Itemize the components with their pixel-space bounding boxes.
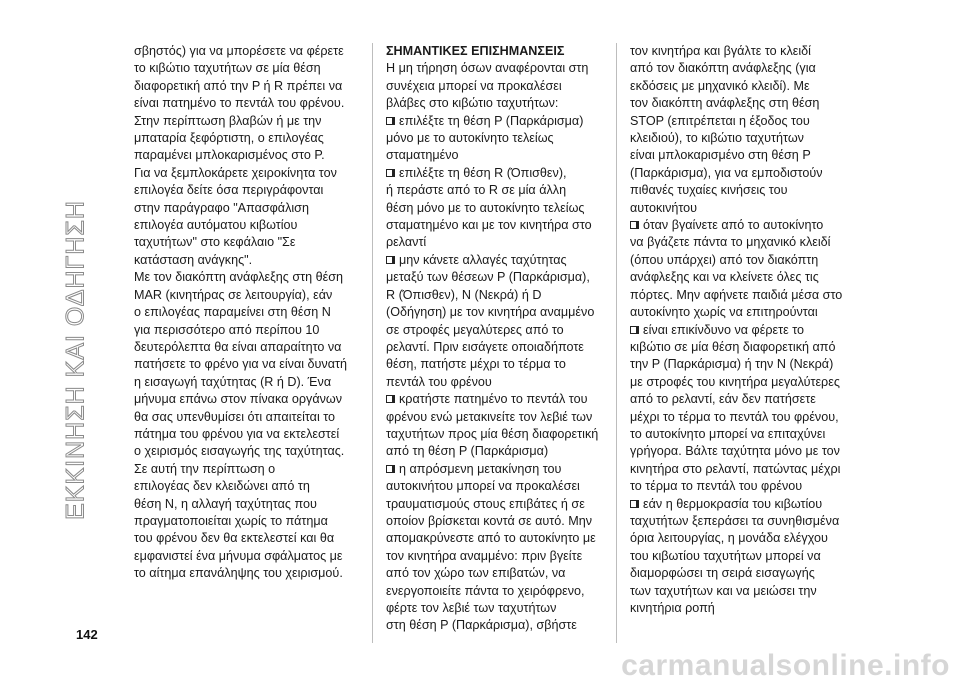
text-line: [386, 95, 616, 112]
text-line: [134, 113, 364, 130]
line-text: κλειδιού), το κιβώτιο ταχυτήτων: [630, 131, 804, 146]
line-text: Σε αυτή την περίπτωση ο: [134, 461, 276, 476]
text-line: [134, 269, 364, 286]
text-line: [630, 200, 860, 217]
line-text: θέση μόνο με το αυτοκίνητο τελείως: [386, 200, 585, 215]
line-text: κινητήρα στο ρελαντί, πατώντας μέχρι: [630, 461, 841, 476]
text-line: [386, 269, 616, 286]
text-line: [630, 182, 860, 199]
text-line: [386, 339, 616, 356]
text-column-2: [386, 43, 616, 635]
text-line: [630, 252, 860, 269]
text-line: [134, 426, 364, 443]
section-heading: [386, 43, 616, 60]
text-line: [630, 565, 860, 582]
line-text: την P (Παρκάρισμα) ή την N (Νεκρά): [630, 357, 834, 372]
side-title: ΕΚΚΙΝΗΣΗ ΚΑΙ ΟΔΗΓΗΣΗ: [61, 200, 90, 520]
line-text: πόρτες. Μην αφήνετε παιδιά μέσα στο: [630, 287, 843, 302]
text-line: [386, 409, 616, 426]
text-line: [630, 356, 860, 373]
line-text: αυτοκινήτου: [630, 200, 698, 215]
text-line: [630, 113, 860, 130]
text-line: [386, 565, 616, 582]
line-text: (όπου υπάρχει) από τον διακόπτη: [630, 252, 819, 267]
text-line: [134, 60, 364, 77]
line-text: ΣΗΜΑΝΤΙΚΕΣ ΕΠΙΣΗΜΑΝΣΕΙΣ: [386, 44, 565, 58]
line-text: στη θέση P (Παρκάρισμα), σβήστε: [386, 618, 577, 633]
text-line: [134, 43, 364, 60]
line-text: σβηστός) για να μπορέσετε να φέρετε: [134, 44, 344, 58]
line-text: φέρτε τον λεβιέ των ταχυτήτων: [386, 601, 557, 615]
page-number: 142: [76, 627, 98, 642]
text-line: [630, 530, 860, 547]
text-line: [630, 583, 860, 600]
line-text: το κιβώτιο ταχυτήτων σε μία θέση: [134, 61, 321, 76]
text-line: [134, 339, 364, 356]
bullet-line: [386, 252, 616, 269]
text-line: [386, 304, 616, 321]
text-line: [630, 287, 860, 304]
line-text: στην παράγραφο "Απασφάλιση: [134, 200, 309, 215]
text-line: [630, 443, 860, 460]
line-text: ο επιλογέας παραμείνει στη θέση N: [134, 305, 331, 320]
line-text: τον κινητήρα και βγάλτε το κλειδί: [630, 44, 811, 58]
line-text: διαφορετική από την P ή R πρέπει να: [134, 78, 343, 93]
line-text: Με τον διακόπτη ανάφλεξης στη θέση: [134, 270, 343, 285]
text-column-1: [134, 43, 364, 583]
line-text: θα σας υπενθυμίσει ότι απαιτείται το: [134, 409, 336, 424]
line-text: σταματημένο: [386, 148, 459, 163]
line-text: κινητήρια ροπή: [630, 601, 715, 615]
text-line: [630, 234, 860, 251]
line-text: μέχρι το τέρμα το πεντάλ του φρένου,: [630, 409, 839, 424]
bullet-line: [630, 322, 860, 339]
line-text: οποίον βρίσκεται κοντά σε αυτό. Μην: [386, 513, 593, 528]
square-bullet-icon: [386, 169, 395, 177]
line-text: ανάφλεξης και να κλείνετε όλες τις: [630, 270, 819, 285]
square-bullet-icon: [630, 500, 639, 508]
text-line: [134, 565, 364, 582]
text-line: [630, 513, 860, 530]
text-line: [134, 287, 364, 304]
line-text: ταχυτήτων προς μία θέση διαφορετική: [386, 426, 599, 441]
line-text: από τον διακόπτη ανάφλεξης (για: [630, 61, 816, 76]
line-text: για περισσότερο από περίπου 10: [134, 322, 320, 337]
line-text: κρατήστε πατημένο το πεντάλ του: [399, 392, 588, 407]
text-line: [386, 182, 616, 199]
line-text: γρήγορα. Βάλτε ταχύτητα μόνο με τον: [630, 444, 840, 459]
text-line: [386, 147, 616, 164]
text-line: [630, 304, 860, 321]
line-text: (Οδήγηση) με τον κινητήρα αναμμένο: [386, 305, 595, 320]
text-line: [630, 374, 860, 391]
line-text: μήνυμα επάνω στον πίνακα οργάνων: [134, 392, 343, 407]
line-text: ρελαντί. Πριν εισάγετε οποιαδήποτε: [386, 339, 584, 354]
text-line: [386, 443, 616, 460]
text-line: [134, 356, 364, 373]
line-text: πιθανές τυχαίες κινήσεις του: [630, 183, 788, 198]
bullet-line: [386, 113, 616, 130]
line-text: μόνο με το αυτοκίνητο τελείως: [386, 131, 554, 146]
line-text: του κιβωτίου ταχυτήτων μπορεί να: [630, 548, 821, 563]
text-line: [386, 217, 616, 234]
line-text: επιλέξτε τη θέση R (Όπισθεν),: [399, 165, 567, 180]
line-text: το αυτοκίνητο μπορεί να επιταχύνει: [630, 426, 826, 441]
line-text: ή περάστε από το R σε μία άλλη: [386, 183, 567, 198]
line-text: πάτημα του φρένου για να εκτελεστεί: [134, 426, 340, 441]
line-text: κατάσταση ανάγκης".: [134, 252, 253, 267]
text-line: [134, 322, 364, 339]
line-text: παραμένει μπλοκαρισμένος στο P.: [134, 148, 325, 163]
text-line: [386, 426, 616, 443]
line-text: MAR (κινητήρας σε λειτουργία), εάν: [134, 287, 333, 302]
text-line: [630, 409, 860, 426]
line-text: να βγάζετε πάντα το μηχανικό κλειδί: [630, 235, 831, 250]
square-bullet-icon: [386, 256, 395, 264]
text-line: [630, 600, 860, 617]
text-line: [386, 60, 616, 77]
text-line: [386, 356, 616, 373]
text-line: [134, 513, 364, 530]
line-text: αυτοκινήτου μπορεί να προκαλέσει: [386, 479, 580, 494]
text-line: [630, 165, 860, 182]
square-bullet-icon: [386, 395, 395, 403]
text-line: [386, 548, 616, 565]
text-line: [630, 78, 860, 95]
text-line: [134, 391, 364, 408]
text-line: [630, 391, 860, 408]
line-text: σταματημένο και με τον κινητήρα στο: [386, 218, 592, 233]
bullet-line: [386, 165, 616, 182]
text-line: [630, 43, 860, 60]
line-text: επιλέξτε τη θέση P (Παρκάρισμα): [399, 113, 584, 128]
line-text: ο χειρισμός εισαγωγής της ταχύτητας.: [134, 444, 345, 459]
line-text: πεντάλ του φρένου: [386, 374, 492, 389]
line-text: των ταχυτήτων και να μειώσει την: [630, 583, 817, 598]
line-text: είναι πατημένο το πεντάλ του φρένου.: [134, 96, 345, 111]
text-line: [630, 339, 860, 356]
text-line: [386, 200, 616, 217]
line-text: η απρόσμενη μετακίνηση του: [399, 461, 562, 476]
bullet-line: [386, 461, 616, 478]
text-line: [386, 78, 616, 95]
text-line: [386, 530, 616, 547]
text-line: [386, 617, 616, 634]
line-text: εάν η θερμοκρασία του κιβωτίου: [643, 496, 823, 511]
text-line: [386, 374, 616, 391]
line-text: η εισαγωγή ταχύτητας (R ή D). Ένα: [134, 374, 332, 389]
line-text: το τέρμα το πεντάλ του φρένου: [630, 479, 803, 494]
line-text: τον κινητήρα αναμμένο: πριν βγείτε: [386, 548, 583, 563]
line-text: Για να ξεμπλοκάρετε χειροκίνητα τον: [134, 165, 337, 180]
text-line: [134, 478, 364, 495]
line-text: μεταξύ των θέσεων P (Παρκάρισμα),: [386, 270, 590, 285]
line-text: Η μη τήρηση όσων αναφέρονται στη: [386, 61, 589, 76]
column-divider-right: [616, 43, 617, 643]
line-text: ταχυτήτων" στο κεφάλαιο "Σε: [134, 235, 296, 250]
line-text: κιβώτιο σε μία θέση διαφορετική από: [630, 339, 836, 354]
watermark: carmanualsonline.info: [621, 649, 950, 682]
line-text: Στην περίπτωση βλαβών ή με την: [134, 113, 322, 128]
line-text: συνέχεια μπορεί να προκαλέσει: [386, 78, 562, 93]
text-line: [630, 60, 860, 77]
text-line: [630, 478, 860, 495]
text-line: [386, 322, 616, 339]
line-text: όρια λειτουργίας, η μονάδα ελέγχου: [630, 531, 828, 546]
bullet-line: [630, 217, 860, 234]
text-line: [134, 200, 364, 217]
text-line: [386, 583, 616, 600]
line-text: τραυματισμούς στους επιβάτες ή σε: [386, 496, 585, 511]
line-text: απομακρύνεστε από το αυτοκίνητο με: [386, 531, 596, 546]
text-line: [386, 234, 616, 251]
text-line: [134, 548, 364, 565]
text-column-3: [630, 43, 860, 617]
text-line: [386, 478, 616, 495]
line-text: (Παρκάρισμα), για να εμποδιστούν: [630, 165, 823, 180]
line-text: ενεργοποιείτε πάντα το χειρόφρενο,: [386, 583, 585, 598]
line-text: θέση N, η αλλαγή ταχύτητας που: [134, 496, 317, 511]
text-line: [134, 130, 364, 147]
text-line: [630, 548, 860, 565]
text-line: [134, 147, 364, 164]
text-line: [134, 304, 364, 321]
bullet-line: [386, 391, 616, 408]
line-text: φρένου ενώ μετακινείτε τον λεβιέ των: [386, 409, 593, 424]
line-text: από τον χώρο των επιβατών, να: [386, 566, 566, 581]
text-line: [134, 530, 364, 547]
text-line: [134, 496, 364, 513]
text-line: [134, 461, 364, 478]
line-text: σε στροφές μεγαλύτερες από το: [386, 322, 564, 337]
square-bullet-icon: [386, 117, 395, 125]
line-text: είναι επικίνδυνο να φέρετε το: [643, 322, 805, 337]
line-text: το αίτημα επανάληψης του χειρισμού.: [134, 566, 343, 581]
text-line: [630, 95, 860, 112]
line-text: επιλογέα αυτόματου κιβωτίου: [134, 218, 298, 233]
line-text: επιλογέα δείτε όσα περιγράφονται: [134, 183, 324, 198]
text-line: [134, 409, 364, 426]
text-line: [134, 95, 364, 112]
text-line: [134, 443, 364, 460]
line-text: επιλογέας δεν κλειδώνει από τη: [134, 479, 310, 494]
text-line: [386, 496, 616, 513]
line-text: από τη θέση P (Παρκάρισμα): [386, 444, 549, 459]
text-line: [134, 165, 364, 182]
text-line: [630, 426, 860, 443]
line-text: όταν βγαίνετε από το αυτοκίνητο: [643, 218, 824, 233]
column-divider-left: [372, 43, 373, 643]
square-bullet-icon: [386, 465, 395, 473]
text-line: [630, 461, 860, 478]
line-text: STOP (επιτρέπεται η έξοδος του: [630, 113, 810, 128]
line-text: μπαταρία ξεφόρτιστη, ο επιλογέας: [134, 131, 324, 146]
line-text: βλάβες στο κιβώτιο ταχυτήτων:: [386, 96, 559, 111]
square-bullet-icon: [630, 326, 639, 334]
text-line: [134, 217, 364, 234]
line-text: πατήσετε το φρένο για να είναι δυνατή: [134, 357, 347, 372]
text-line: [134, 78, 364, 95]
line-text: δευτερόλεπτα θα είναι απαραίτητο να: [134, 339, 342, 354]
text-line: [134, 252, 364, 269]
text-line: [134, 374, 364, 391]
line-text: είναι μπλοκαρισμένο στη θέση P: [630, 148, 811, 163]
line-text: με στροφές του κινητήρα μεγαλύτερες: [630, 374, 840, 389]
line-text: εκδόσεις με μηχανικό κλειδί). Με: [630, 78, 810, 93]
text-line: [386, 287, 616, 304]
text-line: [630, 269, 860, 286]
line-text: μην κάνετε αλλαγές ταχύτητας: [399, 252, 567, 267]
text-line: [386, 600, 616, 617]
text-line: [630, 147, 860, 164]
text-line: [386, 130, 616, 147]
line-text: ταχυτήτων ξεπεράσει τα συνηθισμένα: [630, 513, 840, 528]
line-text: πραγματοποιείται χωρίς το πάτημα: [134, 513, 328, 528]
bullet-line: [630, 496, 860, 513]
line-text: θέση, πατήστε μέχρι το τέρμα το: [386, 357, 566, 372]
line-text: ρελαντί: [386, 235, 427, 250]
square-bullet-icon: [630, 221, 639, 229]
line-text: R (Όπισθεν), N (Νεκρά) ή D: [386, 287, 542, 302]
line-text: διαμορφώσει τη σειρά εισαγωγής: [630, 566, 815, 581]
line-text: από το ρελαντί, εάν δεν πατήσετε: [630, 392, 816, 407]
line-text: τον διακόπτη ανάφλεξης στη θέση: [630, 96, 820, 111]
text-line: [630, 130, 860, 147]
line-text: του φρένου δεν θα εκτελεστεί και θα: [134, 531, 335, 546]
text-line: [134, 182, 364, 199]
text-line: [386, 513, 616, 530]
line-text: αυτοκίνητο χωρίς να επιτηρούνται: [630, 305, 818, 320]
text-line: [134, 234, 364, 251]
line-text: εμφανιστεί ένα μήνυμα σφάλματος με: [134, 548, 343, 563]
